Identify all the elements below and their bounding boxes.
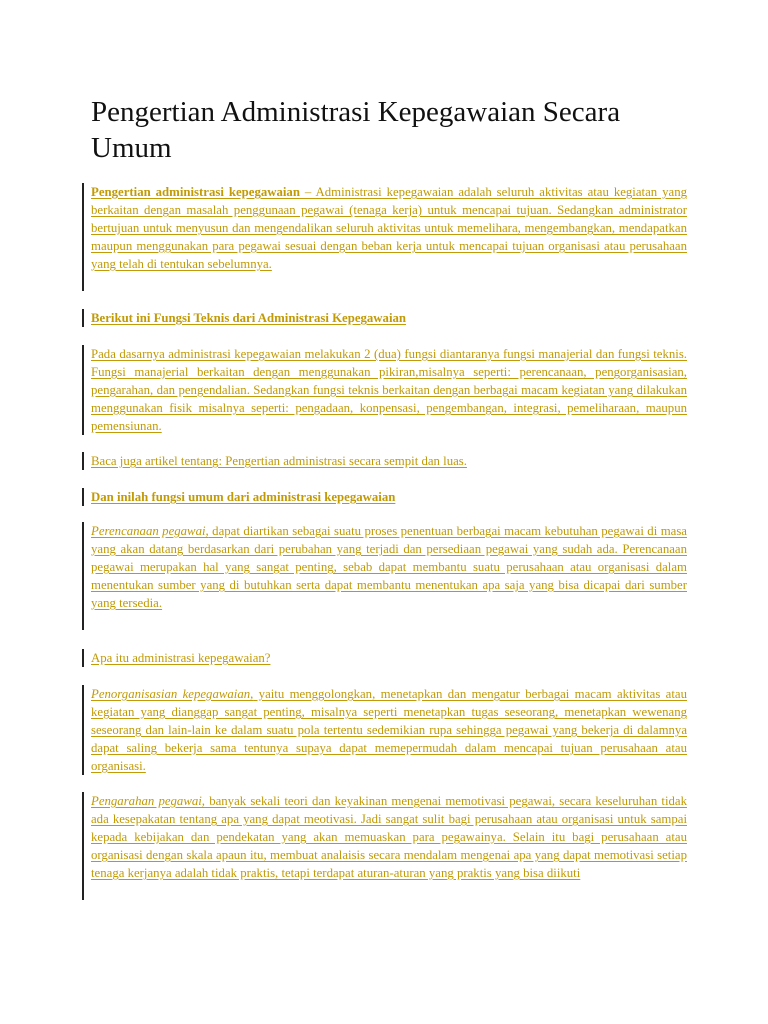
definition-lead-link[interactable]: Pengertian administrasi kepegawaian xyxy=(91,185,300,199)
planning-lead[interactable]: Perencanaan pegawai, xyxy=(91,524,209,538)
technical-functions-body: Pada dasarnya administrasi kepegawaian melakukan 2 (dua) fungsi diantaranya fungsi manajerial dan fungsi teknis. Fungsi manajerial berkaitan dengan menggunakan pikiran,misalnya seperti: perencanaan, pengorganisasian, pengarahan, dan pengendalian. Sedangkan fungsi teknis berkaitan dengan berbagai macam kegiatan yang dilakukan menggunakan fisik misalnya seperti: pengadaan, konpensasi, pengembangan, integrasi, pemeliharaan, maupun pemensiunan. xyxy=(91,347,687,433)
definition-body: Administrasi kepegawaian adalah seluruh aktivitas atau kegiatan yang berkaitan dengan masalah penggunaan pegawai (tenaga kerja) untuk mencapai tujuan. Sedangkan administrator bertujuan untuk menyusun dan mengendalikan seluruh aktivitas untuk memelihara, mengembangkan, mendapatkan maupun menggunakan para pegawai sesuai dengan beban kerja untuk mencapai tujuan organisasi atau perusahaan yang telah di tentukan sebelumnya. xyxy=(91,185,687,271)
definition-dash: – xyxy=(299,185,316,199)
organizing-body: yaitu menggolongkan, menetapkan dan mengatur berbagai macam aktivitas atau kegiatan yang dianggap sangat penting, misalnya seperti menetapkan tugas seseorang, menetapkan wewenang seseorang dan lain-lain ke dalam suatu pola tertentu sedemikian rupa sehingga pegawai yang bekerja di dalamnya dapat saling bekerja sama tentunya supaya dapat memepermudah dalam mencapai tujuan perusahaan atau organisasi. xyxy=(91,687,687,773)
read-also-link[interactable]: Baca juga artikel tentang: Pengertian administrasi secara sempit dan luas. xyxy=(91,454,467,468)
planning-body: dapat diartikan sebagai suatu proses penentuan berbagai macam kebutuhan pegawai di masa yang akan datang berdasarkan dari perubahan yang terjadi dan persediaan pegawai yang sudah ada. Perencanaan pegawai merupakan hal yang sangat penting, sebab dapat membantu suatu perusahaan atau organisasi dalam menentukan sumber yang di butuhkan serta dapat membantu menentukan apa saja yang bisa dicapai dari sumber yang tersedia. xyxy=(91,524,687,610)
paragraph-read-also xyxy=(82,452,687,470)
paragraph-definition xyxy=(82,183,687,291)
organizing-lead[interactable]: Penorganisasian kepegawaian, xyxy=(91,687,254,701)
paragraph-directing xyxy=(82,792,687,900)
paragraph-what-is xyxy=(82,649,687,667)
what-is-link[interactable]: Apa itu administrasi kepegawaian? xyxy=(91,651,271,665)
heading-technical-functions xyxy=(82,309,687,327)
technical-functions-heading-text: Berikut ini Fungsi Teknis dari Administrasi Kepegawaian xyxy=(91,311,407,325)
paragraph-planning xyxy=(82,522,687,630)
paragraph-technical-functions xyxy=(82,345,687,435)
paragraph-organizing xyxy=(82,685,687,775)
directing-body: banyak sekali teori dan keyakinan mengenai memotivasi pegawai, secara keseluruhan tidak ada kesepakatan tentang apa yang dapat meotivasi. Jadi sangat sulit bagi perusahaan atau organisasi untuk sampai kepada kebijakan dan pendekatan yang akan memuaskan para pegawainya. Selain itu bagi perusahaan atau organisasi dengan skala apaun itu, membuat analaisis secara mendalam mengenai apa yang dapat memotivasi setiap tenaga kerjanya adalah tidak praktis, tetapi terdapat aturan-aturan yang praktis yang bisa diikuti xyxy=(91,794,687,880)
page-title: Pengertian Administrasi Kepegawaian Secara Umum xyxy=(91,96,621,164)
heading-general-functions xyxy=(82,488,687,506)
directing-lead[interactable]: Pengarahan pegawai, xyxy=(91,794,206,808)
general-functions-heading-text: Dan inilah fungsi umum dari administrasi kepegawaian xyxy=(91,490,396,504)
